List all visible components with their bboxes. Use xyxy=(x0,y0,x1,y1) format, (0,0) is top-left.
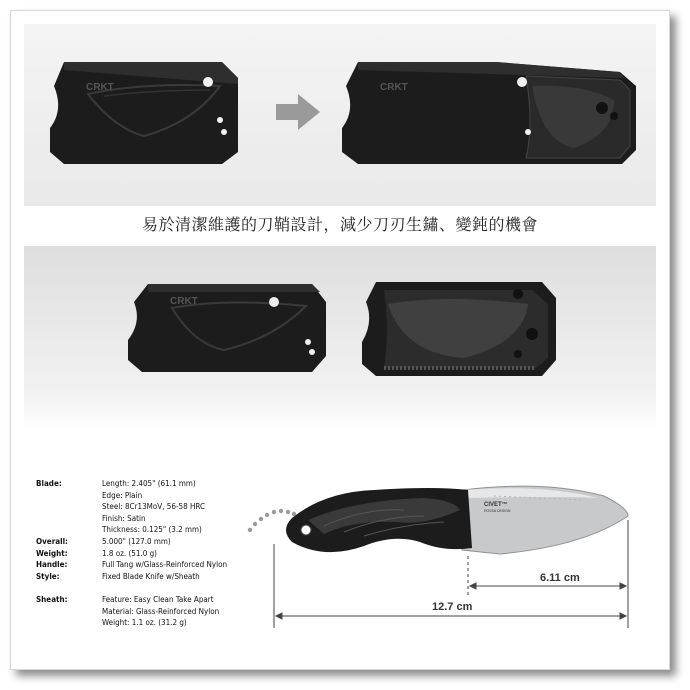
arrow-right-icon xyxy=(276,94,320,130)
brand-mark: CRKT xyxy=(86,82,114,93)
opened-sheath xyxy=(342,62,636,164)
sheath-open-sequence-photo xyxy=(24,24,656,206)
blade-length-label: 6.11 cm xyxy=(540,572,580,584)
knife-logo-sub: ROSSA DESIGN xyxy=(484,509,511,513)
closed-sheath xyxy=(50,62,238,164)
sheath-halves-photo xyxy=(24,246,656,432)
overall-length-label: 12.7 cm xyxy=(432,601,473,613)
sheath-inner-half xyxy=(362,282,556,376)
knife-logo: CIVET™ xyxy=(484,502,508,508)
spec-panel: Blade: Length: 2.405" (61.1 mm) Edge: Plain Steel: 8Cr13MoV, 56-58 HRC Finish: Satin Thickness: 0.125" (3.2 mm) Overall: 5.000" (127.0 mm) Weight: 1.8 oz. (51.0 g) Handle: Full Tang w/Glass-Reinforced Nylon Style: Fixed Blade Knife w/Sheath Sheath: Feature: Easy Clean Take Apart Material: Glass-Reinforced Nylon Weight: 1.1 oz. (31.2 g) CIVET™ ROSSA DESIGN 6.11 cm 12.7 cm xyxy=(24,450,656,650)
svg-text:CRKT: CRKT xyxy=(170,296,198,307)
svg-text:CRKT: CRKT xyxy=(380,82,408,93)
sheath-outer-half xyxy=(128,284,326,372)
feature-caption: 易於清潔維護的刀鞘設計，減少刀刃生鏽、變鈍的機會 xyxy=(141,215,538,234)
